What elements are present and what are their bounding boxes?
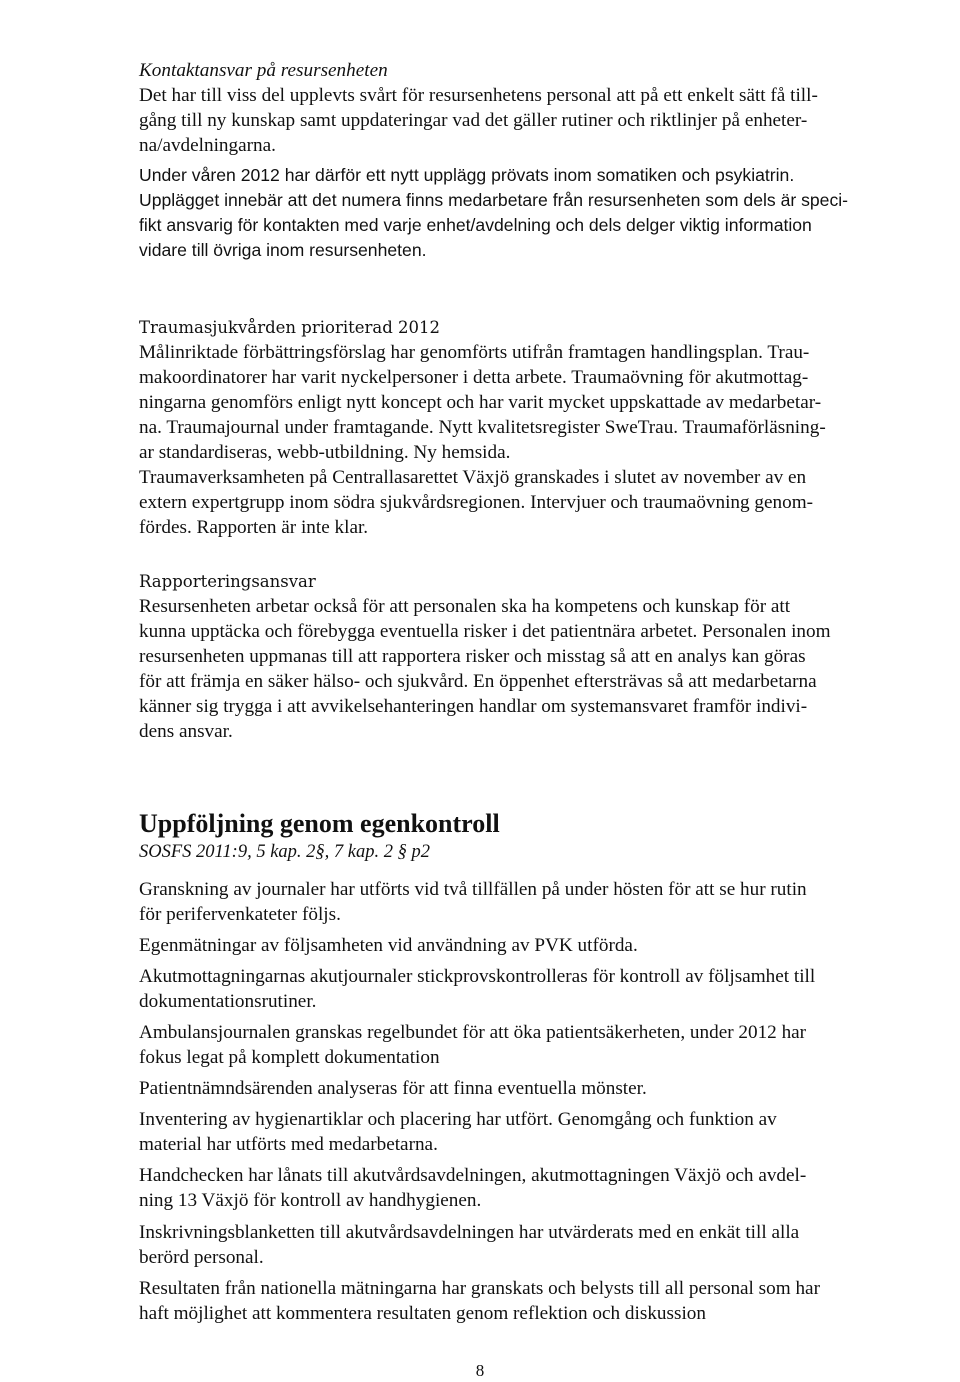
list-item-line: dokumentationsrutiner. (139, 991, 317, 1012)
list-item-line: Egenmätningar av följsamheten vid användning av PVK utförda. (139, 935, 638, 956)
list-item-line: Resultaten från nationella mätningarna har granskats och belysts till all personal som har (139, 1278, 820, 1299)
paragraph-line: Resursenheten arbetar också för att personalen ska ha kompetens och kunskap för att (139, 596, 791, 617)
page-heading: Uppföljning genom egenkontroll (139, 809, 500, 838)
list-item (139, 964, 939, 1014)
paragraph-line: Det har till viss del upplevts svårt för resursenhetens personal att på ett enkelt sätt få till- (139, 85, 818, 106)
paragraph-line: Upplägget innebär att det numera finns medarbetare från resursenheten som dels är speci- (139, 190, 849, 210)
list-item-line: Akutmottagningarnas akutjournaler stickprovskontrolleras för kontroll av följsamhet till (139, 966, 816, 987)
list-item-line: Granskning av journaler har utförts vid två tillfällen på under hösten för att se hur rutin (139, 879, 807, 900)
list-item (139, 1163, 939, 1213)
section-rapporteringsansvar (139, 569, 939, 744)
paragraph-line: vidare till övriga inom resursenheten. (139, 240, 427, 260)
paragraph-line: ar standardiseras, webb-utbildning. Ny hemsida. (139, 442, 511, 463)
paragraph-line: na/avdelningarna. (139, 135, 276, 156)
paragraph-line: kunna upptäcka och förebygga eventuella risker i det patientnära arbetet. Personalen inom (139, 621, 831, 642)
list-item-line: Patientnämndsärenden analyseras för att finna eventuella mönster. (139, 1078, 647, 1099)
list-item-line: för perifervenkateter följs. (139, 904, 341, 925)
section-traumasjukvarden (139, 315, 939, 540)
list-item-line: Inskrivningsblanketten till akutvårdsavdelningen har utvärderats med en enkät till alla (139, 1222, 800, 1243)
list-item (139, 1076, 939, 1101)
list-item (139, 1020, 939, 1070)
section-heading: Rapporteringsansvar (139, 572, 316, 591)
paragraph-line: makoordinatorer har varit nyckelpersoner i detta arbete. Traumaövning för akutmottag- (139, 367, 809, 388)
paragraph-line: ningarna genomförs enligt nytt koncept och har varit mycket uppskattade av medarbetar- (139, 392, 822, 413)
paragraph-line: Traumaverksamheten på Centrallasarettet Växjö granskades i slutet av november av en (139, 467, 807, 488)
section-heading: Kontaktansvar på resursenheten (139, 60, 388, 81)
list-item (139, 1220, 939, 1270)
paragraph-line: na. Traumajournal under framtagande. Nytt kvalitetsregister SweTrau. Traumaförläsning- (139, 417, 826, 438)
paragraph-upplagg (139, 163, 939, 263)
list-item-line: haft möjlighet att kommentera resultaten genom reflektion och diskussion (139, 1303, 706, 1324)
paragraph-line: extern expertgrupp inom södra sjukvårdsregionen. Intervjuer och traumaövning genom- (139, 492, 814, 513)
section-heading: Traumasjukvården prioriterad 2012 (139, 318, 441, 337)
list-item (139, 1276, 939, 1326)
list-item-line: fokus legat på komplett dokumentation (139, 1047, 440, 1068)
section-kontaktansvar (139, 58, 939, 158)
list-item-line: material har utförts med medarbetarna. (139, 1134, 438, 1155)
paragraph-line: för att främja en säker hälso- och sjukvård. En öppenhet eftersträvas så att medarbetarna (139, 671, 817, 692)
section-uppfoljning (139, 808, 939, 864)
paragraph-line: gång till ny kunskap samt uppdateringar vad det gäller rutiner och riktlinjer på enheter- (139, 110, 808, 131)
list-item-line: ning 13 Växjö för kontroll av handhygienen. (139, 1190, 482, 1211)
list-item-line: Handchecken har lånats till akutvårdsavdelningen, akutmottagningen Växjö och avdel- (139, 1165, 807, 1186)
paragraph-line: fikt ansvarig för kontakten med varje enhet/avdelning och dels delger viktig information (139, 215, 812, 235)
paragraph-line: Under våren 2012 har därför ett nytt upplägg prövats inom somatiken och psykiatrin. (139, 165, 795, 185)
list-item (139, 933, 939, 958)
paragraph-line: resursenheten uppmanas till att rapportera risker och misstag så att en analys kan göras (139, 646, 806, 667)
paragraph-line: känner sig trygga i att avvikelsehanteringen handlar om systemansvaret framför indivi- (139, 696, 808, 717)
page-number: 8 (475, 1361, 485, 1380)
paragraph-line: dens ansvar. (139, 721, 233, 742)
regulation-reference: SOSFS 2011:9, 5 kap. 2§, 7 kap. 2 § p2 (139, 842, 430, 862)
list-item-line: berörd personal. (139, 1247, 264, 1268)
list-item (139, 877, 939, 927)
list-item (139, 1107, 939, 1157)
list-item-line: Ambulansjournalen granskas regelbundet för att öka patientsäkerheten, under 2012 har (139, 1022, 807, 1043)
paragraph-line: fördes. Rapporten är inte klar. (139, 517, 369, 538)
list-item-line: Inventering av hygienartiklar och placering har utfört. Genomgång och funktion av (139, 1109, 777, 1130)
paragraph-line: Målinriktade förbättringsförslag har genomförts utifrån framtagen handlingsplan. Trau- (139, 342, 810, 363)
